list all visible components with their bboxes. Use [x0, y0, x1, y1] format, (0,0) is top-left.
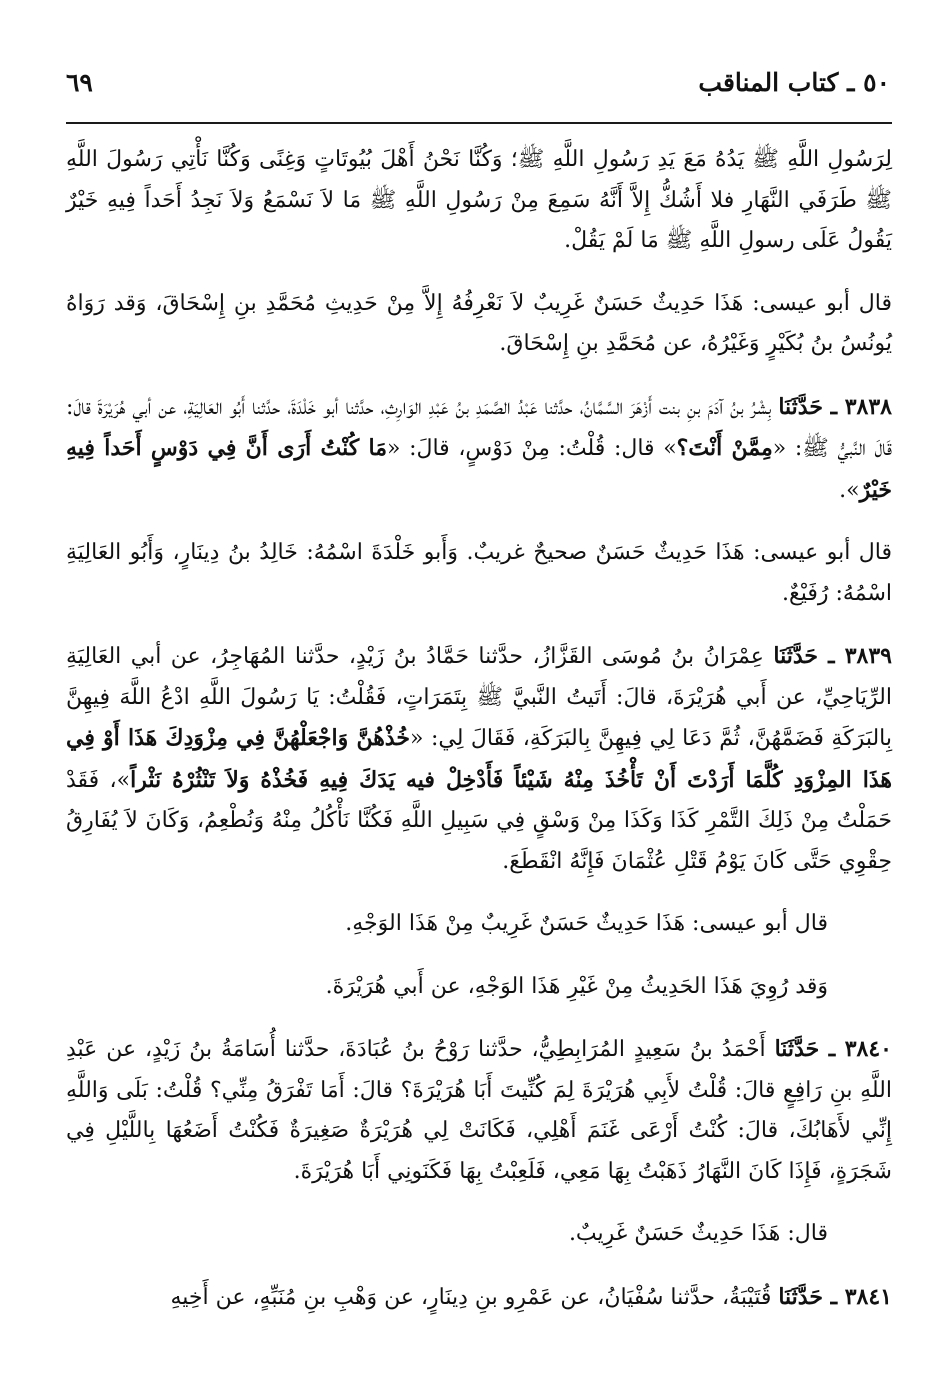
haddathana-word: حَدَّثَنَا [778, 393, 823, 420]
haddathana-word: حَدَّثَنَا [773, 643, 818, 669]
paragraph-text: » قال: قُلْتُ: مِنْ دَوْسٍ، قالَ: « [386, 436, 677, 461]
header-rule [66, 122, 892, 124]
paragraph-text: أَحْمَدُ بنُ سَعِيدٍ المُرَابِطِيُّ، حدَّثنا رَوْحُ بنُ عُبَادَةَ، حدَّثنا أُسَامَةُ بنُ زَيْدٍ، عن عَبْدِ اللَّهِ بنِ رَافِعٍ قالَ: قُلْتُ لأَبِي هُرَيْرَةَ لِمَ كُنِّيتَ أَبَا هُرَيْرَةَ؟ قالَ: أَمَا تَفْرَقُ مِنِّي؟ قُلْتُ: بَلَى وَاللَّهِ إِنِّي لأَهَابُكَ، قالَ: كُنْتُ أَرْعَى غَنَمَ أَهْلِي، فَكَانَتْ لِي هُرَيْرَةٌ صَغِيرَةٌ فَكُنْتُ أَضَعُهَا بِاللَّيْلِ فِي شَجَرَةٍ، فَإِذَا كَانَ النَّهَارُ ذَهَبْتُ بِهَا مَعِي، فَلَعِبْتُ بِهَا فَكَنَونِي أَبَا هُرَيْرَةَ. [66, 1037, 892, 1184]
text-paragraph [66, 284, 892, 365]
haddathana-word: حَدَّثَنَا [774, 1036, 820, 1062]
hadith-number: ٣٨٣٨ ـ [822, 393, 892, 420]
text-paragraph [66, 904, 892, 945]
hadith-number: ٣٨٤١ ـ [822, 1283, 892, 1310]
haddathana-word: حَدَّثَنَا [778, 1283, 823, 1310]
paragraph-text: ». [839, 477, 860, 503]
text-paragraph [66, 533, 892, 614]
hadith-number: ٣٨٤٠ ـ [819, 1036, 892, 1062]
paragraph-text: »، فَقَدْ حَمَلْتُ مِنْ ذَلِكَ التَّمْرِ كَذَا وَكَذَا مِنْ وَسْقٍ فِي سَبِيلِ اللَّهِ فَكُنَّا نَأْكُلُ مِنْهُ وَنُطْعِمُ، وَكَانَ لاَ يُفَارِقُ حِقْوِي حَتَّى كَانَ يَوْمُ قَتْلِ عُثْمَانَ فَإِنَّهُ انْقَطَعَ. [66, 767, 892, 874]
page-body [66, 140, 892, 1318]
text-paragraph [66, 1277, 892, 1319]
text-paragraph [66, 967, 892, 1008]
text-paragraph [66, 636, 892, 882]
page-number: ٦٩ [66, 68, 93, 97]
paragraph-text: قال أبو عيسى: هَذَا حَدِيثٌ حَسَنٌ صحيحٌ غريبٌ. وَأَبو خَلْدَةَ اسْمُهُ: خَالِدُ بنُ دِينَارٍ، وَأَبُو العَالِيَةِ اسْمُهُ: رُفَيْعٌ. [66, 540, 892, 606]
text-paragraph [66, 387, 892, 512]
chapter-title: ٥٠ ـ كتاب المناقب [698, 68, 890, 97]
paragraph-text: قال: هَذَا حَدِيثٌ حَسَنٌ غَرِيبٌ. [568, 1221, 828, 1246]
page-header [66, 62, 890, 106]
paragraph-text: بِشْرُ بنُ آدَمَ بنِ بنت أَزْهَرَ السَّمَّانُ، حدَّثنا عَبْدُ الصَّمَدِ بنُ عَبْدِ الوَارِثِ، حدَّثنا أبو خَلْدَةَ، حدَّثنا أَبُو العَالِيَةِ، عن أبي هُرَيْرَةَ قالَ: قَالَ النَّبيُّ ﷺ: « [66, 394, 892, 461]
hadith-number: ٣٨٣٩ ـ [818, 643, 892, 669]
paragraph-text: قال أبو عيسى: هَذَا حَدِيثٌ حَسَنٌ غَرِيبٌ لاَ نَعْرِفُهُ إِلاَّ مِنْ حَدِيثِ مُحَمَّدِ بنِ إِسْحَاقَ، وَقد رَوَاهُ يُونُسُ بنُ بُكَيْرٍ وَغَيْرُهُ، عن مُحَمَّدِ بنِ إِسْحَاقَ. [66, 290, 892, 356]
prophetic-quote: مَا كُنْتُ أَرَى أَنَّ فِي دَوْسٍ أَحَداً فِيهِ خَيْرٌ [66, 435, 892, 503]
text-paragraph [66, 1029, 892, 1192]
text-paragraph [66, 140, 892, 262]
prophetic-quote: مِمَّنْ أَنْتَ؟ [676, 435, 773, 461]
prophetic-quote: خُذْهُنَّ وَاجْعَلْهُنَّ فِي مِزْوَدِكَ هَذَا أَوْ فِي هَذَا المِزْوَدِ كُلَّمَا أَرَدْتَ أَنْ تَأْخُذَ مِنْهُ شَيْئاً فَأَدْخِلْ فيه يَدَكَ فِيهِ فَخُذْهُ وَلاَ تَنْثُرْهُ نَثْراً [66, 725, 893, 793]
paragraph-text: قُتَيْبَةُ، حدَّثنا سُفْيَانُ، عن عَمْرِو بنِ دِينَارٍ، عن وَهْبِ بنِ مُنَبِّهٍ، عن أَخِيهِ [170, 1284, 779, 1310]
text-paragraph [66, 1214, 892, 1255]
paragraph-text: لِرَسُولِ اللَّهِ ﷺ يَدُهُ مَعَ يَدِ رَسُولِ اللَّهِ ﷺ؛ وَكُنَّا نَحْنُ أَهْلَ بُيُوتَاتٍ وَغِنًى وَكُنَّا نَأْتِي رَسُولَ اللَّهِ ﷺ طَرَفَي النَّهَارِ فلا أَشُكُّ إِلاَّ أَنَّهُ سَمِعَ مِنْ رَسُولِ اللَّهِ ﷺ مَا لاَ نَسْمَعُ وَلاَ نَجِدُ أَحَداً فِيهِ خَيْرٌ يَقُولُ عَلَى رسولِ اللَّهِ ﷺ مَا لَمْ يَقُلْ. [66, 147, 892, 253]
paragraph-text: وَقد رُوِيَ هَذَا الحَدِيثُ مِنْ غَيْرِ هَذَا الوَجْهِ، عن أَبي هُرَيْرَةَ. [325, 973, 828, 999]
paragraph-text: عِمْرَانُ بنُ مُوسَى القَزَّازُ، حدَّثنا حَمَّادُ بنُ زَيْدٍ، حدَّثنا المُهَاجِرُ، عن أبي العَالِيَةِ الرِّيَاحِيِّ، عن أَبي هُرَيْرَةَ، قالَ: أَتَيتُ النَّبيَّ ﷺ بِتَمَرَاتٍ، فَقُلْتُ: يَا رَسُولَ اللَّهِ ادْعُ اللَّهَ فِيهِنَّ بِالبَرَكَةِ فَضَمَّهُنَّ، ثُمَّ دَعَا لِي فِيهِنَّ بِالبَرَكَةِ، فَقَالَ لِي: « [66, 644, 892, 751]
paragraph-text: قال أبو عيسى: هَذَا حَدِيثٌ حَسَنٌ غَرِيبٌ مِنْ هَذَا الوَجْهِ. [345, 911, 828, 936]
